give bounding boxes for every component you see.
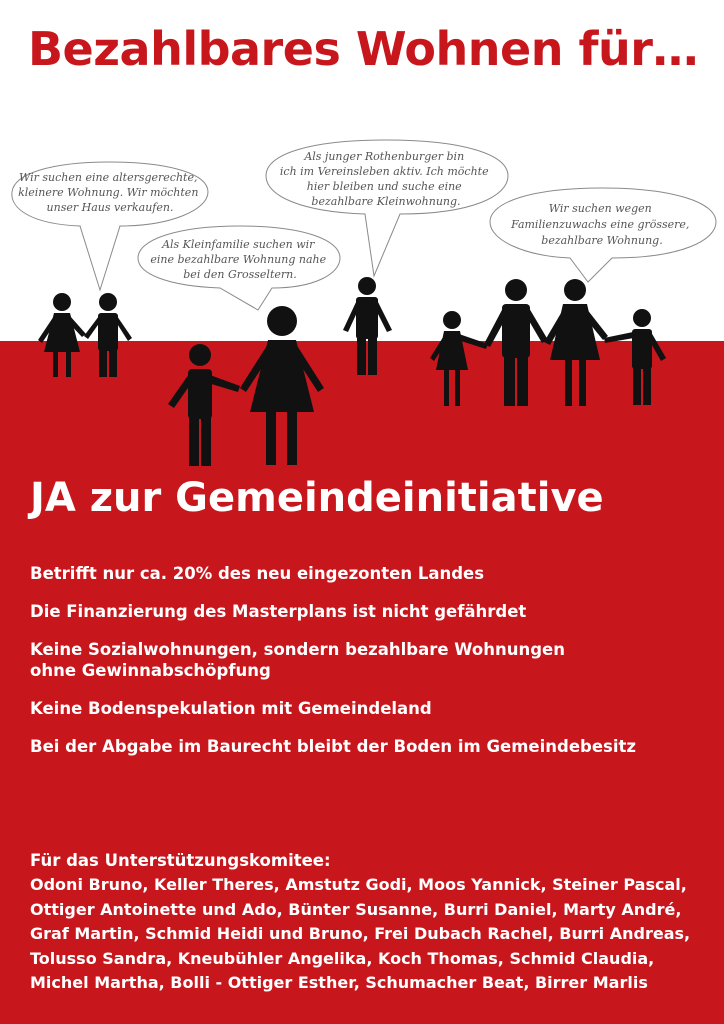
bubble-line: kleinere Wohnung. Wir möchten — [18, 186, 199, 199]
speech-bubble-growing-family — [490, 188, 716, 282]
mother-figure — [240, 306, 324, 465]
mother-figure — [544, 279, 608, 406]
supporter-committee — [30, 849, 720, 996]
bubble-line: eine bezahlbare Wohnung nahe — [150, 253, 327, 266]
father-figure — [484, 279, 548, 406]
woman-figure — [38, 293, 86, 377]
young-man-figure — [343, 277, 392, 375]
man-figure — [84, 293, 132, 377]
boy-figure — [604, 309, 666, 405]
bubble-line: Als Kleinfamilie suchen wir — [162, 238, 315, 251]
bubble-line: hier bleiben und suche eine — [306, 180, 462, 193]
poster-title: Bezahlbares Wohnen für… — [28, 22, 698, 76]
argument-item: Betrifft nur ca. 20% des neu eingezonten Landes — [30, 564, 485, 583]
bubble-line: Familienzuwachs eine grössere, — [511, 218, 690, 231]
bubble-line: ich im Vereinsleben aktiv. Ich möchte — [279, 165, 489, 178]
committee-names-line: Graf Martin, Schmid Heidi und Bruno, Frei Dubach Rachel, Burri Andreas, — [30, 924, 691, 943]
bubble-line: unser Haus verkaufen. — [46, 201, 174, 214]
speech-bubbles — [0, 0, 724, 480]
bubble-line: Als junger Rothenburger bin — [304, 150, 465, 163]
bubble-line: bezahlbare Kleinwohnung. — [311, 195, 461, 208]
committee-names-line: Tolusso Sandra, Kneubühler Angelika, Koch Thomas, Schmid Claudia, — [30, 948, 655, 968]
bubble-line: bei den Grosseltern. — [183, 268, 297, 281]
argument-list — [30, 563, 690, 774]
bubble-line: Wir suchen wegen — [548, 202, 652, 215]
child-figure — [168, 344, 240, 466]
bubble-line: Wir suchen eine altersgerechte, — [19, 171, 198, 184]
committee-names-line: Ottiger Antoinette und Ado, Bünter Susanne, Burri Daniel, Marty André, — [30, 899, 682, 919]
argument-item: Keine Bodenspekulation mit Gemeindeland — [30, 699, 432, 718]
argument-item: Keine Sozialwohnungen, sondern bezahlbare Wohnungen ohne Gewinnabschöpfung — [30, 640, 565, 680]
argument-item: Bei der Abgabe im Baurecht bleibt der Boden im Gemeindebesitz — [30, 737, 636, 756]
initiative-headline: JA zur Gemeindeinitiative — [30, 475, 604, 521]
committee-heading: Für das Unterstützungskomitee: — [30, 851, 331, 870]
people-figures — [38, 277, 666, 466]
bubble-line: bezahlbare Wohnung. — [541, 234, 663, 247]
committee-names-line: Odoni Bruno, Keller Theres, Amstutz Godi, Moos Yannick, Steiner Pascal, — [30, 875, 687, 894]
girl-figure — [430, 311, 488, 406]
committee-names-line: Michel Martha, Bolli - Ottiger Esther, Schumacher Beat, Birrer Marlis — [30, 973, 648, 992]
argument-item: Die Finanzierung des Masterplans ist nicht gefährdet — [30, 602, 527, 621]
speech-bubble-small-family — [138, 226, 340, 310]
